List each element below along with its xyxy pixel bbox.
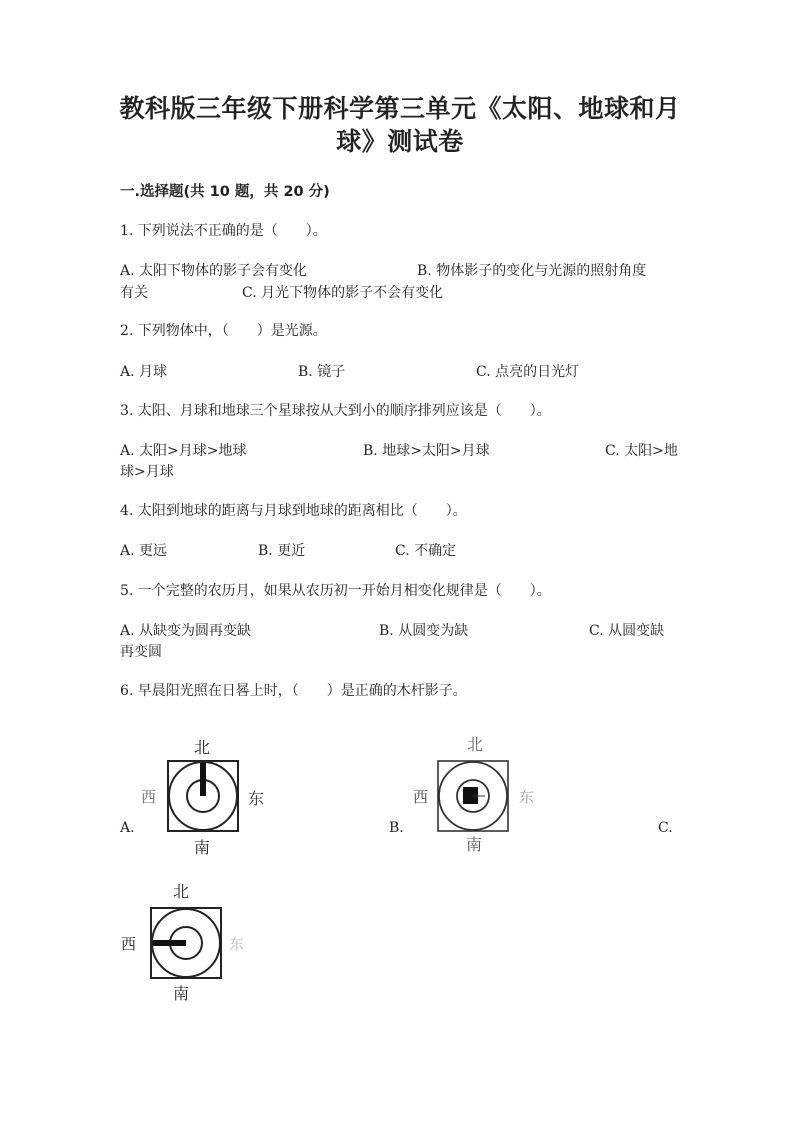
figure-b-label: B. [389, 820, 404, 836]
question-3-option-c: C. 太阳>地 [605, 443, 678, 459]
question-1-option-b: B. 物体影子的变化与光源的照射角度 [417, 263, 647, 279]
question-4-option-a: A. 更远 [120, 543, 168, 559]
compass-west: 西 [141, 788, 157, 806]
compass-east: 东 [519, 788, 535, 806]
sundial-figure-a [135, 730, 275, 860]
compass-north: 北 [173, 882, 190, 901]
compass-north: 北 [467, 735, 484, 754]
question-3-option-a: A. 太阳>月球>地球 [120, 443, 247, 459]
question-5-option-c-cont: 再变圆 [120, 644, 162, 660]
compass-south: 南 [194, 838, 211, 857]
compass-north: 北 [194, 738, 211, 757]
question-5-stem: 5. 一个完整的农历月，如果从农历初一开始月相变化规律是（ ）。 [120, 583, 551, 599]
question-2-stem: 2. 下列物体中，（ ）是光源。 [120, 323, 327, 339]
question-2-option-a: A. 月球 [120, 364, 168, 380]
question-1-option-a: A. 太阳下物体的影子会有变化 [120, 263, 308, 279]
question-1-option-b-cont: 有关 [120, 285, 148, 301]
section-heading: 一.选择题(共 10 题，共 20 分) [120, 184, 330, 200]
compass-south: 南 [466, 835, 483, 854]
question-5-option-b: B. 从圆变为缺 [379, 623, 469, 639]
sundial-figure-b [405, 730, 545, 860]
compass-west: 西 [121, 935, 137, 953]
title-line-2: 球》测试卷 [336, 127, 464, 156]
question-3-stem: 3. 太阳、月球和地球三个星球按从大到小的顺序排列应该是（ ）。 [120, 403, 551, 419]
compass-west: 西 [413, 788, 429, 806]
question-4-option-c: C. 不确定 [395, 543, 457, 559]
question-3-option-b: B. 地球>太阳>月球 [363, 443, 490, 459]
question-4-option-b: B. 更近 [258, 543, 306, 559]
question-3-option-c-cont: 球>月球 [120, 464, 174, 480]
figure-c-label: C. [658, 820, 673, 836]
compass-east: 东 [248, 789, 265, 808]
page-title [100, 92, 700, 158]
question-2-option-c: C. 点亮的日光灯 [476, 364, 580, 380]
compass-south: 南 [173, 984, 190, 1003]
compass-east: 东 [229, 935, 245, 953]
question-6-stem: 6. 早晨阳光照在日晷上时，（ ）是正确的木杆影子。 [120, 683, 467, 699]
question-4-stem: 4. 太阳到地球的距离与月球到地球的距离相比（ ）。 [120, 503, 467, 519]
sundial-figure-c [115, 875, 255, 1005]
question-1-stem: 1. 下列说法不正确的是（ ）。 [120, 223, 327, 239]
question-5-option-c: C. 从圆变缺 [589, 623, 665, 639]
question-5-option-a: A. 从缺变为圆再变缺 [120, 623, 252, 639]
figure-a-label: A. [120, 820, 135, 836]
question-1-option-c: C. 月光下物体的影子不会有变化 [242, 285, 444, 301]
title-line-1: 教科版三年级下册科学第三单元《太阳、地球和月 [119, 94, 681, 123]
question-2-option-b: B. 镜子 [298, 364, 346, 380]
